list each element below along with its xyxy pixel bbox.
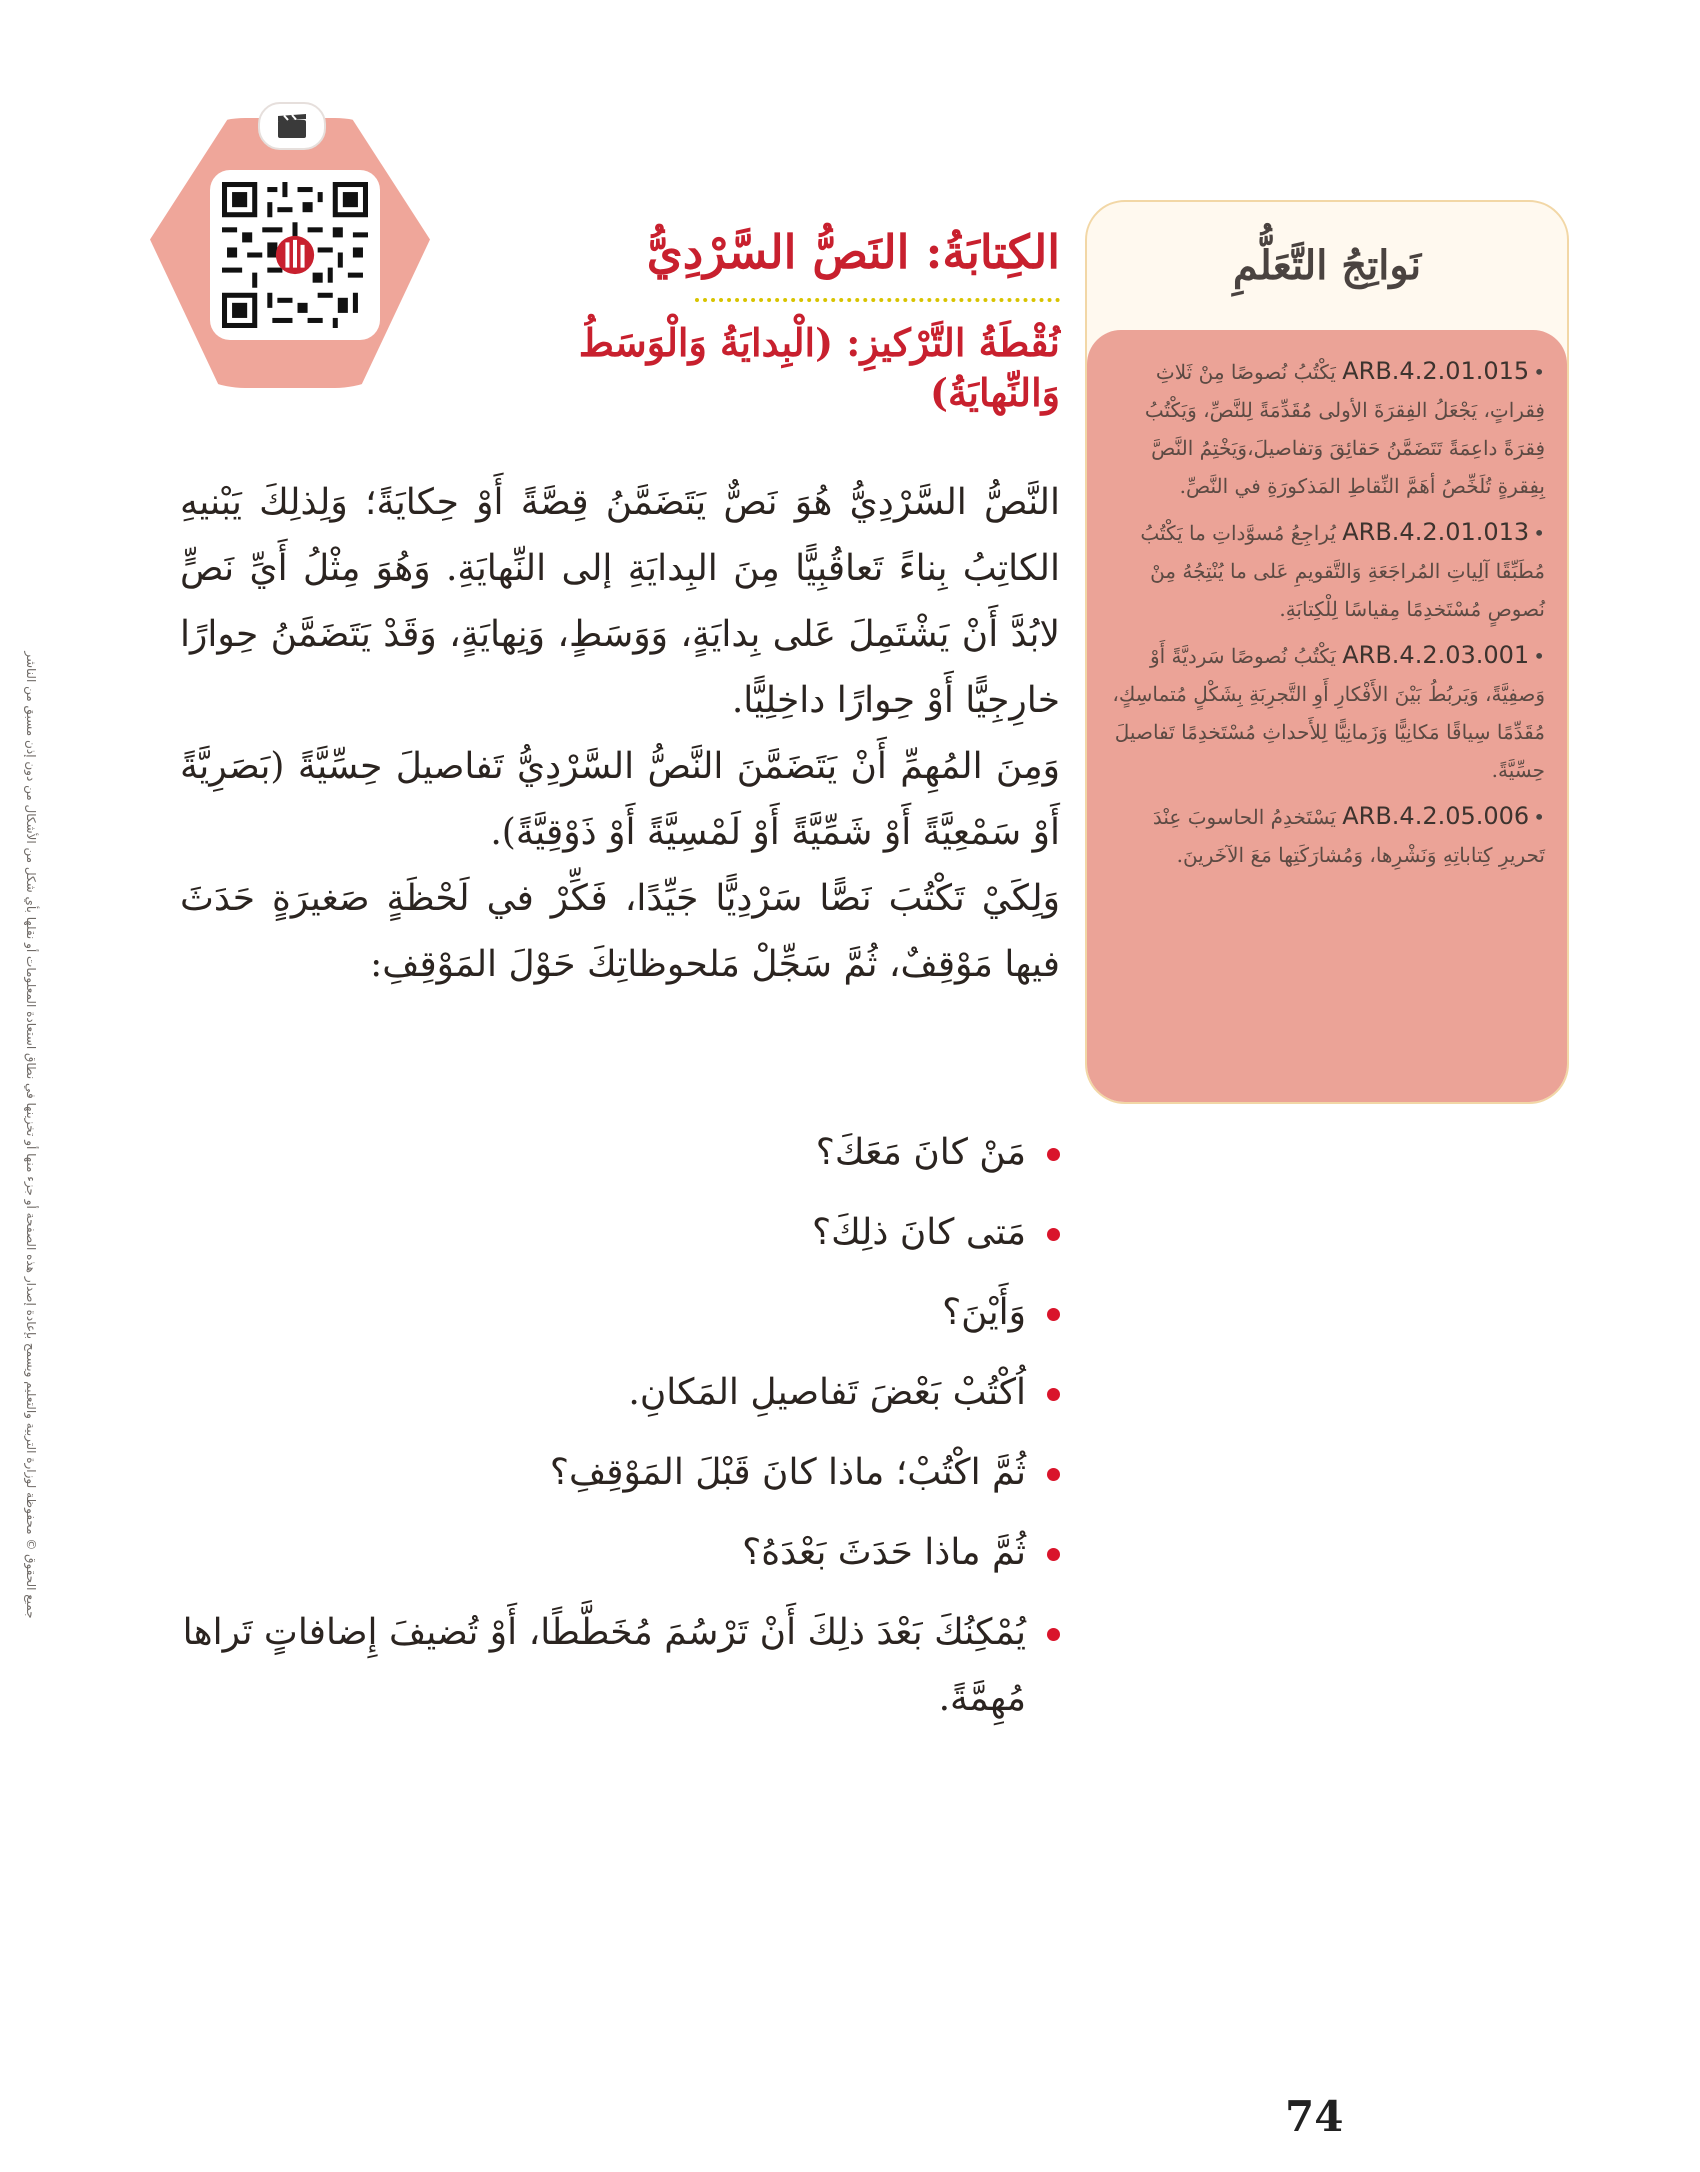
side-copyright: جميع الحقوق © محفوظة لوزارة التربية والتعليم ويسمح بإعادة إصدار هذه الصفحة أو جزء منها أو تخزينها في نطاق استعادة المعلومات أو نقلها بأي شكل من الأشكال من دون إذن مسبق من الناشر xyxy=(24,651,38,1619)
bullet-icon: • xyxy=(1533,644,1545,668)
bullet-icon: • xyxy=(1533,521,1545,545)
paragraph-sensory: وَمِنَ المُهِمِّ أَنْ يَتَضَمَّنَ النَّصُّ السَّرْدِيُّ تَفاصيلَ حِسِّيَّةً (بَصَرِيَّةً أَوْ سَمْعِيَّةً أَوْ شَمِّيَّةً أَوْ لَمْسِيَّةً أَوْ ذَوْقِيَّةً). xyxy=(180,746,1060,853)
page-number: 74 xyxy=(1285,2092,1344,2141)
learning-outcomes-list xyxy=(1087,330,1567,1102)
qr-code[interactable] xyxy=(210,170,380,340)
page-title: الكِتابَةُ: النَصُّ السَّرْدِيُّ xyxy=(646,225,1060,279)
video-icon[interactable] xyxy=(258,102,326,150)
list-item: وَأَيْنَ؟ xyxy=(180,1280,1060,1346)
learning-outcomes-heading: نَواتِجُ التَّعَلُّمِ xyxy=(1232,242,1422,289)
list-item: ثُمَّ ماذا حَدَثَ بَعْدَهُ؟ xyxy=(180,1520,1060,1586)
bullet-icon: • xyxy=(1533,805,1545,829)
outcome-code: ARB.4.2.01.013 xyxy=(1342,518,1530,546)
learning-outcomes-box xyxy=(1085,200,1569,1104)
list-item: مَنْ كانَ مَعَكَ؟ xyxy=(180,1120,1060,1186)
outcome-text: يَكْتُبُ نُصوصًا سَرديَّةً أَوْ وَصفِيَّةً، وَيَربُطُ بَيْنَ الأَفْكارِ أَوِ التَّجرِبَةِ بِشَكْلٍ مُتماسِكٍ، مُقَدِّمًا سِياقًا مَكانِيًّا وَزَمانِيًّا لِلأَحداثِ مُسْتَخدِمًا تَفاصيلَ حِسِّيَّةً. xyxy=(1112,644,1545,782)
outcome-item xyxy=(1111,513,1545,628)
bullet-icon: • xyxy=(1533,360,1545,384)
outcome-code: ARB.4.2.03.001 xyxy=(1342,641,1530,669)
outcome-code: ARB.4.2.05.006 xyxy=(1342,802,1530,830)
paragraph-intro: النَّصُّ السَّرْدِيُّ هُوَ نَصٌّ يَتَضَمَّنُ قِصَّةً أَوْ حِكايَةً؛ وَلِذلِكَ يَبْنيهِ الكاتِبُ بِناءً تَعاقُبِيًّا مِنَ البِدايَةِ إلى النِّهايَةِ. وَهُوَ مِثْلُ أَيِّ نَصٍّ لابُدَّ أَنْ يَشْتَمِلَ عَلى بِدايَةٍ، وَوَسَطٍ، وَنِهايَةٍ، وَقَدْ يَتَضَمَّنُ حِوارًا خارِجِيًّا أَوْ حِوارًا داخِلِيًّا. xyxy=(180,482,1060,721)
outcome-text: يَسْتَخدِمُ الحاسوبَ عِنْدَ تَحريرِ كِتاباتِهِ وَنَشْرِها، وَمُشارَكَتِها مَعَ الآخَرينَ. xyxy=(1152,805,1545,867)
outcome-text: يَكْتُبُ نُصوصًا مِنْ ثَلاثِ فِقراتٍ، يَجْعَلُ الفِقرَةَ الأولى مُقَدِّمَةً لِلنَّصِّ، وَيَكْتُبُ فِقرَةً داعِمَةً تَتَضَمَّنُ حَقائِقَ وَتفاصيلَ،وَيَخْتِمُ النَّصَّ بِفِقرةٍ تُلَخِّصُ أهَمَّ النِّقاطِ المَذكورَةِ في النَّصِّ. xyxy=(1144,360,1545,498)
list-item: اُكْتُبْ بَعْضَ تَفاصيلِ المَكانِ. xyxy=(180,1360,1060,1426)
body-text xyxy=(180,470,1060,998)
outcome-item xyxy=(1111,636,1545,789)
outcome-item xyxy=(1111,797,1545,874)
focus-subtitle: نُقْطَةُ التَّرْكيزِ: (الْبِدايَةُ وَالْوَسَطُ وَالنِّهايَةُ) xyxy=(578,320,1060,415)
question-list xyxy=(180,1120,1060,1746)
list-item: ثُمَّ اكْتُبْ؛ ماذا كانَ قَبْلَ المَوْقِفِ؟ xyxy=(180,1440,1060,1506)
list-item: مَتى كانَ ذلِكَ؟ xyxy=(180,1200,1060,1266)
list-item: يُمْكِنُكَ بَعْدَ ذلِكَ أَنْ تَرْسُمَ مُخَطَّطًا، أَوْ تُضيفَ إِضافاتٍ تَراها مُهِمَّةً. xyxy=(180,1600,1060,1732)
paragraph-instructions: وَلِكَيْ تَكْتُبَ نَصًّا سَرْدِيًّا جَيِّدًا، فَكِّرْ في لَحْظَةٍ صَغيرَةٍ حَدَثَ فيها مَوْقِفٌ، ثُمَّ سَجِّلْ مَلحوظاتِكَ حَوْلَ المَوْقِفِ: xyxy=(180,878,1060,985)
title-dotted-underline xyxy=(695,290,1060,302)
title-section xyxy=(460,220,1060,418)
outcome-text: يُراجِعُ مُسوَّداتِ ما يَكْتُبُ مُطَبِّقًا آلِياتِ المُراجَعَةِ وَالتَّقويمِ عَلى ما يُنْتِجُهُ مِنْ نُصوصٍ مُسْتَخدِمًا مِقياسًا لِلْكِتابَةِ. xyxy=(1140,521,1545,621)
outcome-code: ARB.4.2.01.015 xyxy=(1342,357,1530,385)
outcome-item xyxy=(1111,352,1545,505)
